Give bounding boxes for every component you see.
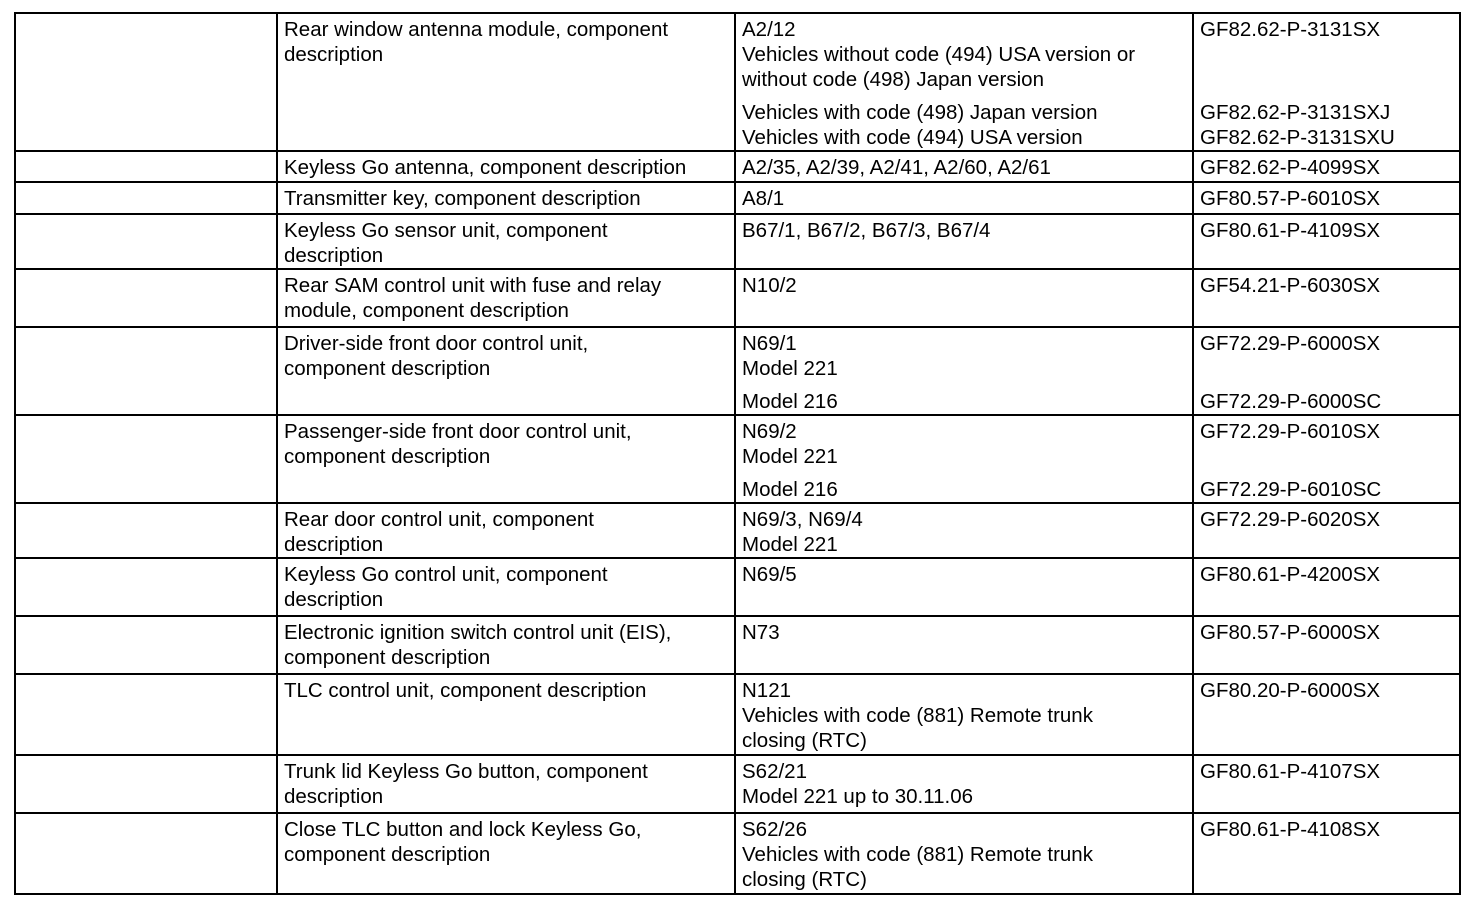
- description-line: Driver-side front door control unit,: [284, 332, 589, 355]
- table-row: [15, 813, 1460, 894]
- designation-line: S62/26: [742, 818, 807, 841]
- component-reference-table: [14, 12, 1461, 895]
- designation-line: N69/2: [742, 420, 797, 443]
- description-line: description: [284, 785, 384, 808]
- designation-line: closing (RTC): [742, 868, 867, 891]
- table-row: [15, 674, 1460, 755]
- reference-line: GF72.29-P-6000SX: [1200, 332, 1381, 355]
- designation-line: N69/5: [742, 563, 797, 586]
- description-line: component description: [284, 445, 491, 468]
- blank-cell: [15, 674, 277, 755]
- designation-cell: [735, 214, 1193, 269]
- description-line: Rear window antenna module, component: [284, 18, 669, 41]
- designation-line: without code (498) Japan version: [742, 68, 1044, 91]
- reference-cell: [1193, 182, 1460, 214]
- designation-cell: [735, 558, 1193, 616]
- description-cell: [277, 13, 735, 151]
- description-line: description: [284, 533, 384, 556]
- reference-cell: [1193, 415, 1460, 503]
- description-line: description: [284, 588, 384, 611]
- designation-line: N69/1: [742, 332, 797, 355]
- reference-line: [1200, 67, 1453, 92]
- designation-cell: [735, 674, 1193, 755]
- reference-line: GF82.62-P-3131SXU: [1200, 126, 1395, 149]
- table-row: [15, 327, 1460, 415]
- table-row: [15, 558, 1460, 616]
- reference-line: GF80.20-P-6000SX: [1200, 679, 1381, 702]
- reference-cell: [1193, 503, 1460, 558]
- blank-cell: [15, 327, 277, 415]
- description-cell: [277, 214, 735, 269]
- designation-cell: [735, 182, 1193, 214]
- description-line: component description: [284, 357, 491, 380]
- blank-cell: [15, 182, 277, 214]
- description-line: description: [284, 244, 384, 267]
- designation-line: N10/2: [742, 274, 797, 297]
- description-cell: [277, 327, 735, 415]
- reference-cell: [1193, 558, 1460, 616]
- description-cell: [277, 269, 735, 327]
- reference-line: [1200, 356, 1453, 381]
- description-line: module, component description: [284, 299, 569, 322]
- designation-line: S62/21: [742, 760, 807, 783]
- reference-line: GF80.61-P-4109SX: [1200, 219, 1381, 242]
- designation-line: A2/12: [742, 18, 796, 41]
- reference-line: GF80.61-P-4108SX: [1200, 818, 1381, 841]
- reference-cell: [1193, 214, 1460, 269]
- description-line: Electronic ignition switch control unit (EIS),: [284, 621, 672, 644]
- reference-line: GF80.61-P-4107SX: [1200, 760, 1381, 783]
- description-line: Rear SAM control unit with fuse and relay: [284, 274, 662, 297]
- reference-line: GF54.21-P-6030SX: [1200, 274, 1381, 297]
- reference-line: GF72.29-P-6010SC: [1200, 478, 1382, 501]
- reference-cell: [1193, 813, 1460, 894]
- reference-line: GF82.62-P-3131SXJ: [1200, 101, 1391, 124]
- description-cell: [277, 151, 735, 182]
- description-cell: [277, 182, 735, 214]
- blank-cell: [15, 269, 277, 327]
- designation-line: N121: [742, 679, 792, 702]
- designation-line: Model 221 up to 30.11.06: [742, 785, 973, 808]
- designation-line: Model 221: [742, 357, 838, 380]
- designation-line: B67/1, B67/2, B67/3, B67/4: [742, 219, 991, 242]
- designation-line: Vehicles with code (881) Remote trunk: [742, 843, 1093, 866]
- description-line: Trunk lid Keyless Go button, component: [284, 760, 648, 783]
- group-spacer: [742, 92, 1186, 100]
- table-row: [15, 13, 1460, 151]
- reference-line: GF72.29-P-6010SX: [1200, 420, 1381, 443]
- table-row: [15, 415, 1460, 503]
- reference-cell: [1193, 13, 1460, 151]
- reference-line: GF82.62-P-4099SX: [1200, 156, 1381, 179]
- blank-cell: [15, 755, 277, 813]
- table-row: [15, 214, 1460, 269]
- description-cell: [277, 558, 735, 616]
- designation-cell: [735, 503, 1193, 558]
- designation-line: Vehicles with code (498) Japan version: [742, 101, 1098, 124]
- reference-line: GF72.29-P-6000SC: [1200, 390, 1382, 413]
- reference-cell: [1193, 269, 1460, 327]
- blank-cell: [15, 558, 277, 616]
- reference-line: GF80.61-P-4200SX: [1200, 563, 1381, 586]
- description-cell: [277, 755, 735, 813]
- table-row: [15, 503, 1460, 558]
- reference-line: GF80.57-P-6000SX: [1200, 621, 1381, 644]
- reference-cell: [1193, 674, 1460, 755]
- blank-cell: [15, 813, 277, 894]
- reference-cell: [1193, 327, 1460, 415]
- table-body: [15, 13, 1460, 894]
- designation-cell: [735, 327, 1193, 415]
- table-row: [15, 269, 1460, 327]
- description-cell: [277, 415, 735, 503]
- reference-line: GF82.62-P-3131SX: [1200, 18, 1381, 41]
- table-row: [15, 755, 1460, 813]
- description-cell: [277, 503, 735, 558]
- designation-cell: [735, 755, 1193, 813]
- designation-line: Model 216: [742, 478, 838, 501]
- group-spacer: [742, 381, 1186, 389]
- reference-line: [1200, 42, 1453, 67]
- designation-cell: [735, 151, 1193, 182]
- description-line: Passenger-side front door control unit,: [284, 420, 632, 443]
- reference-line: GF80.57-P-6010SX: [1200, 187, 1381, 210]
- description-cell: [277, 674, 735, 755]
- designation-cell: [735, 13, 1193, 151]
- blank-cell: [15, 214, 277, 269]
- designation-line: N73: [742, 621, 780, 644]
- designation-line: N69/3, N69/4: [742, 508, 863, 531]
- group-spacer: [742, 469, 1186, 477]
- description-line: Keyless Go sensor unit, component: [284, 219, 608, 242]
- designation-line: Vehicles with code (881) Remote trunk: [742, 704, 1093, 727]
- group-spacer: [1200, 92, 1453, 100]
- reference-cell: [1193, 755, 1460, 813]
- description-line: Transmitter key, component description: [284, 187, 641, 210]
- reference-cell: [1193, 616, 1460, 674]
- group-spacer: [1200, 381, 1453, 389]
- blank-cell: [15, 151, 277, 182]
- description-line: description: [284, 43, 384, 66]
- designation-cell: [735, 813, 1193, 894]
- designation-line: Vehicles without code (494) USA version or: [742, 43, 1136, 66]
- group-spacer: [1200, 469, 1453, 477]
- description-line: TLC control unit, component description: [284, 679, 647, 702]
- designation-line: closing (RTC): [742, 729, 867, 752]
- designation-line: A2/35, A2/39, A2/41, A2/60, A2/61: [742, 156, 1051, 179]
- designation-line: Vehicles with code (494) USA version: [742, 126, 1083, 149]
- reference-cell: [1193, 151, 1460, 182]
- designation-cell: [735, 269, 1193, 327]
- description-line: Keyless Go control unit, component: [284, 563, 608, 586]
- designation-cell: [735, 616, 1193, 674]
- blank-cell: [15, 13, 277, 151]
- description-line: Close TLC button and lock Keyless Go,: [284, 818, 642, 841]
- blank-cell: [15, 503, 277, 558]
- description-cell: [277, 616, 735, 674]
- description-line: component description: [284, 843, 491, 866]
- blank-cell: [15, 415, 277, 503]
- table-row: [15, 616, 1460, 674]
- blank-cell: [15, 616, 277, 674]
- description-line: Keyless Go antenna, component description: [284, 156, 687, 179]
- designation-line: Model 221: [742, 533, 838, 556]
- reference-line: GF72.29-P-6020SX: [1200, 508, 1381, 531]
- designation-line: A8/1: [742, 187, 785, 210]
- description-line: component description: [284, 646, 491, 669]
- description-line: Rear door control unit, component: [284, 508, 594, 531]
- table-row: [15, 151, 1460, 182]
- table-row: [15, 182, 1460, 214]
- reference-line: [1200, 444, 1453, 469]
- designation-line: Model 221: [742, 445, 838, 468]
- description-cell: [277, 813, 735, 894]
- designation-cell: [735, 415, 1193, 503]
- designation-line: Model 216: [742, 390, 838, 413]
